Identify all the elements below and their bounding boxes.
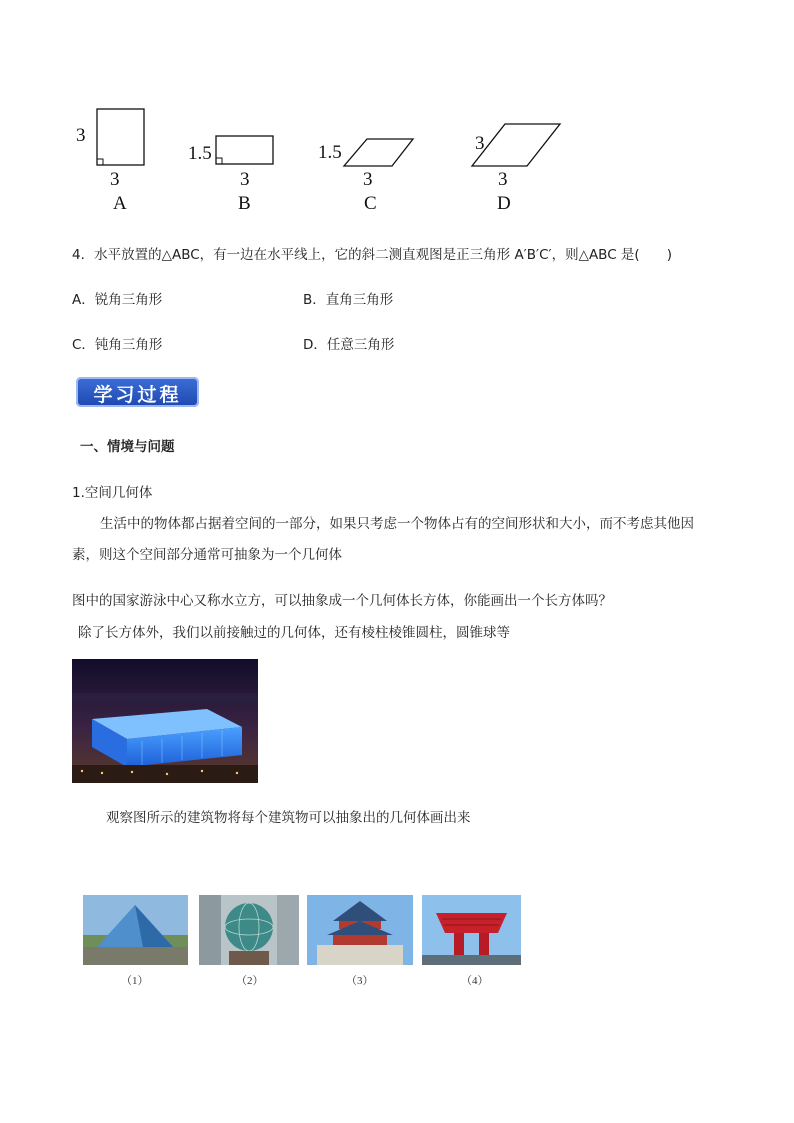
figure-a-side-label: 3 xyxy=(76,125,86,146)
sub-heading: 1.空间几何体 xyxy=(72,485,153,501)
question-line: 图中的国家游泳中心又称水立方，可以抽象成一个几何体长方体，你能画出一个长方体吗？ xyxy=(72,593,612,609)
section-badge-label: 学习过程 xyxy=(93,384,182,406)
section-badge xyxy=(76,377,199,407)
figure-a-base-label: 3 xyxy=(110,169,120,190)
figure-b-side-label: 1.5 xyxy=(188,143,212,164)
figure-c-side-label: 1.5 xyxy=(318,142,342,163)
figure-c-base-label: 3 xyxy=(363,169,373,190)
question-4-option-c: C．钝角三角形 xyxy=(72,337,163,353)
building-photo-pyramid xyxy=(83,895,188,965)
question-4-option-b: B．直角三角形 xyxy=(303,292,394,308)
caption-1: （1） xyxy=(121,975,149,987)
question-4-text: 4．水平放置的△ABC，有一边在水平线上，它的斜二测直观图是正三角形 A′B′C′，则△ABC 是( ) xyxy=(72,247,672,263)
figure-b-rectangle xyxy=(210,130,280,170)
paragraph-line-2: 素，则这个空间部分通常可抽象为一个几何体 xyxy=(72,547,342,563)
building-photo-china-pavilion xyxy=(422,895,521,965)
figure-d-letter: D xyxy=(497,193,511,214)
paragraph-line-1: 生活中的物体都占据着空间的一部分，如果只考虑一个物体占有的空间形状和大小，而不考虑其他因 xyxy=(100,516,694,532)
question-4-option-a: A．锐角三角形 xyxy=(72,292,163,308)
figure-c-letter: C xyxy=(364,193,377,214)
observe-line: 观察图所示的建筑物将每个建筑物可以抽象出的几何体画出来 xyxy=(106,810,471,826)
section-heading: 一、情境与问题 xyxy=(80,439,175,455)
question-4-option-d: D．任意三角形 xyxy=(303,337,395,353)
figure-c-parallelogram xyxy=(335,130,425,170)
note-line: 除了长方体外，我们以前接触过的几何体，还有棱柱棱锥圆柱，圆锥球等 xyxy=(78,625,510,641)
caption-2: （2） xyxy=(236,975,264,987)
figure-a-letter: A xyxy=(113,193,127,214)
building-photo-sphere xyxy=(199,895,299,965)
building-photo-temple xyxy=(307,895,413,965)
figure-d-side-label: 3 xyxy=(475,133,485,154)
figure-b-letter: B xyxy=(238,193,251,214)
water-cube-photo xyxy=(72,659,258,783)
figure-d-base-label: 3 xyxy=(498,169,508,190)
caption-3: （3） xyxy=(346,975,374,987)
caption-4: （4） xyxy=(461,975,489,987)
figure-b-base-label: 3 xyxy=(240,169,250,190)
